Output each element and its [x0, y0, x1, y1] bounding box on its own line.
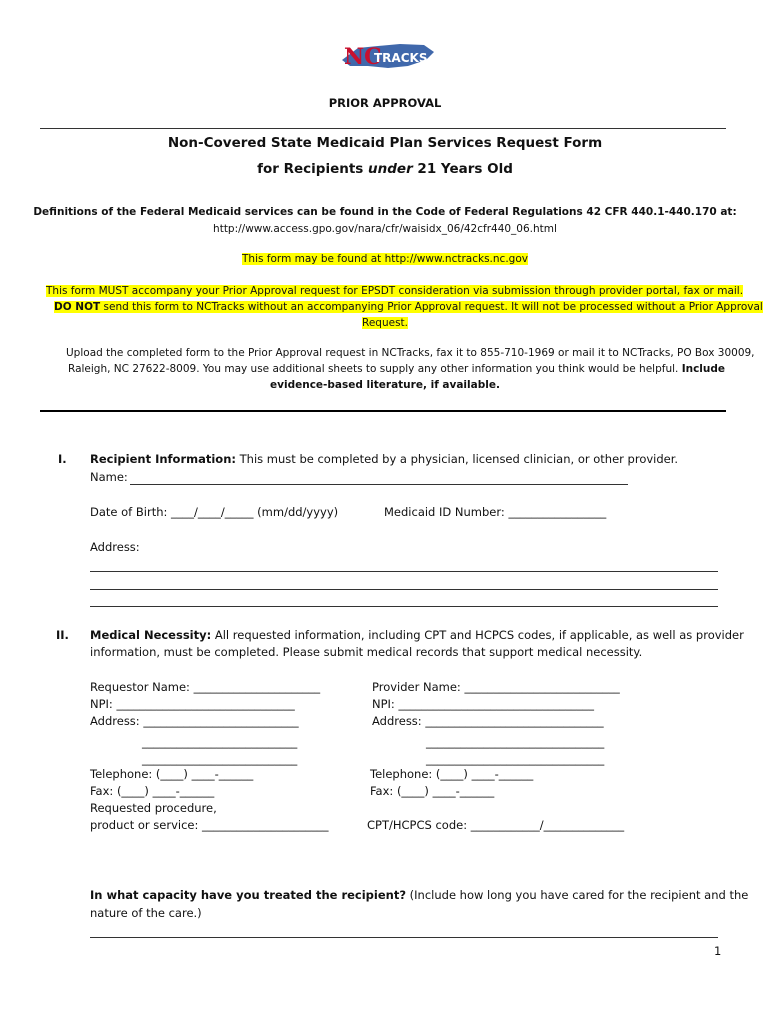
telephone-left-field[interactable]: Telephone: (____) ____-______ [90, 767, 254, 781]
do-not-send-note: DO NOT send this form to NCTracks without an accompanying Prior Approval request. It will not be processed without a Prior Approval [54, 301, 763, 313]
form-title: Non-Covered State Medicaid Plan Services Request Form [167, 135, 603, 151]
requestor-name-field[interactable]: Requestor Name: ______________________ [90, 680, 321, 694]
dob-field[interactable]: Date of Birth: ____/____/_____ (mm/dd/yyyy) [90, 505, 339, 519]
section-2-heading-line2: information, must be completed. Please submit medical records that support medical necessity. [90, 645, 643, 659]
section-1-numeral: I. [58, 452, 67, 466]
medicaid-id-field[interactable]: Medicaid ID Number: _________________ [384, 505, 607, 519]
section-2-heading: Medical Necessity: All requested information, including CPT and HCPCS codes, if applicable, as well as provider [90, 628, 744, 642]
address-line-2[interactable] [90, 589, 718, 590]
form-subtitle: for Recipients under 21 Years Old [257, 161, 513, 177]
address-line-1[interactable] [90, 571, 718, 572]
address-left-line-3[interactable]: ___________________________ [142, 752, 298, 766]
section-divider [40, 410, 726, 412]
header-rule [40, 128, 726, 129]
cpt-hcpcs-field[interactable]: CPT/HCPCS code: ____________/______________ [367, 818, 625, 832]
capacity-question-line2: nature of the care.) [90, 906, 202, 920]
svg-text:TRACKS: TRACKS [374, 51, 428, 65]
address-line-3[interactable] [90, 606, 718, 607]
address-right-line-3[interactable]: _______________________________ [426, 752, 605, 766]
npi-right-field[interactable]: NPI: __________________________________ [372, 697, 594, 711]
request-word: Request. [362, 317, 408, 329]
nctracks-logo [338, 38, 438, 74]
provider-name-field[interactable]: Provider Name: ___________________________ [372, 680, 620, 694]
npi-left-field[interactable]: NPI: _______________________________ [90, 697, 295, 711]
upload-instructions-2: Raleigh, NC 27622-8009. You may use additional sheets to supply any other information you think would be helpful. Include [68, 363, 726, 375]
product-service-field[interactable]: product or service: ______________________ [90, 818, 329, 832]
address-left-field[interactable]: Address: ___________________________ [90, 714, 299, 728]
name-field[interactable] [130, 484, 628, 485]
address-label: Address: [90, 540, 140, 554]
name-label: Name: [90, 470, 132, 484]
telephone-right-field[interactable]: Telephone: (____) ____-______ [370, 767, 534, 781]
address-left-line-2[interactable]: ___________________________ [142, 735, 298, 749]
prior-approval-heading: PRIOR APPROVAL [328, 96, 442, 110]
form-location-note: This form may be found at http://www.nctracks.nc.gov [242, 253, 528, 265]
fax-left-field[interactable]: Fax: (____) ____-______ [90, 784, 215, 798]
upload-instructions-1: Upload the completed form to the Prior Approval request in NCTracks, fax it to 855-710-1969 or mail it to NCTracks, PO Box 30009, [66, 347, 755, 359]
cfr-link[interactable]: http://www.access.gpo.gov/nara/cfr/waisidx_06/42cfr440_06.html [213, 223, 557, 235]
capacity-question: In what capacity have you treated the recipient? (Include how long you have cared for the recipient and the [90, 888, 749, 902]
svg-text:NC: NC [344, 44, 382, 70]
definitions-text: Definitions of the Federal Medicaid services can be found in the Code of Federal Regulations 42 CFR 440.1-440.170 at: [33, 206, 737, 218]
requested-procedure-label: Requested procedure, [90, 801, 217, 815]
address-right-field[interactable]: Address: _______________________________ [372, 714, 604, 728]
section-2-numeral: II. [56, 628, 69, 642]
capacity-answer-line[interactable] [90, 937, 718, 938]
page-number: 1 [714, 944, 722, 958]
section-1-heading: Recipient Information: This must be completed by a physician, licensed clinician, or other provider. [90, 452, 679, 466]
upload-instructions-3: evidence-based literature, if available. [270, 379, 500, 391]
must-accompany-note: This form MUST accompany your Prior Approval request for EPSDT consideration via submission through provider portal, fax or mail. [46, 285, 744, 297]
address-right-line-2[interactable]: _______________________________ [426, 735, 605, 749]
fax-right-field[interactable]: Fax: (____) ____-______ [370, 784, 495, 798]
